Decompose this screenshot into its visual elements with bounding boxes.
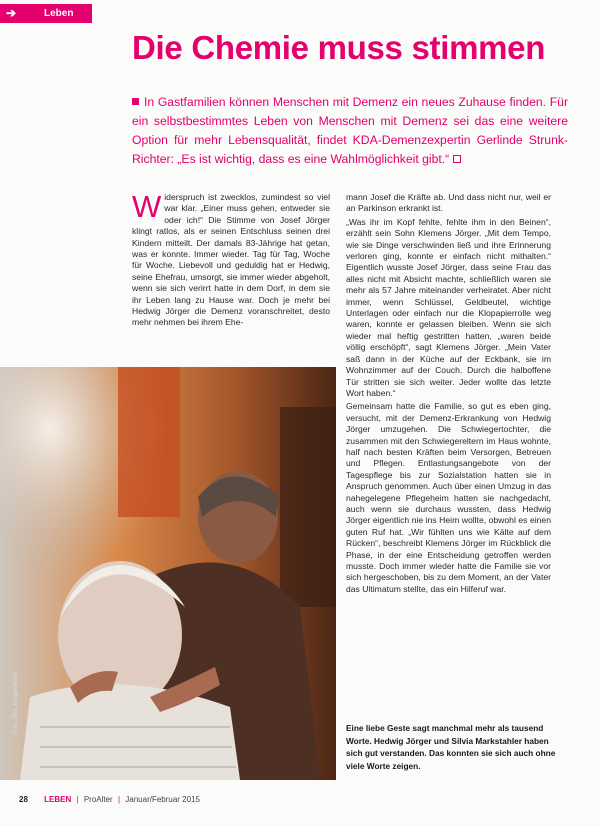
column-1-paragraph xyxy=(132,189,330,329)
column-1-text: iderspruch ist zwecklos, zumindest so viel war klar. „Einer muss gehen, entweder sie oder ich!“ Die Stimme von Josef Jörger klingt ratlos, als er seinen Entschluss seinen drei Kindern mitteilt. Der damals 83-Jährige hat getan, was er konnte. Immer wieder. Tag für Tag, Woche für Woche. Liebevoll und geduldig hat er Hedwig, seine Ehefrau, umsorgt, sie immer wieder abgeholt, wenn sie sich verirrt hatte in dem Dorf, in dem sie ihr Leben lang zu Hause war. Doch je mehr bei Hedwig Jörger die Demenz voranschreitet, desto mehr nehmen bei ihrem Ehe- xyxy=(132,192,330,328)
lead-text: In Gastfamilien können Menschen mit Demenz ein neues Zuhause finden. Für ein selbstbestimmtes Leben von Menschen mit Demenz sei das eine weitere Option für mehr Lebensqualität, findet KDA-Demenzexpertin Gerlinde Strunk-Richter: „Es ist wichtig, dass es eine Wahlmöglichkeit gibt.“ xyxy=(132,95,568,166)
column-2-paragraph: „Was ihr im Kopf fehlte, fehlte ihm in den Beinen“, erzählt sein Sohn Klemens Jörger. „Mit dem Tempo, wie sie Dinge verschwinden ließ und ihre Erinnerung verloren ging, konnte er einfach nicht mithalten.“ Eigentlich wusste Josef Jörger, dass seine Frau das alles nicht mit Absicht machte, schließlich waren sie mehr als 57 Jahre miteinander verheiratet. Aber nicht immer, wenn Schlüssel, Geldbeutel, wichtige Unterlagen oder einfach nur die Klopapierrolle weg waren, konnte er gelassen bleiben. Wenn sie sich wieder mal heftig gestritten hatten, „waren beide völlig erschöpft“, sagt Klemens Jörger. „Mein Vater saß dann in der Küche auf der Eckbank, sie im Wohnzimmer auf der Couch. Durch die halboffene Tür stritten sie sich weiter. Jeder wollte das letzte Wort haben.“ xyxy=(346,216,551,398)
photo-credit: Foto: Bild: Krüger/Weiß xyxy=(13,671,19,735)
photo-illustration xyxy=(0,367,336,780)
footer-separator: | xyxy=(76,795,79,804)
article-photo xyxy=(0,367,336,780)
article-column-1 xyxy=(132,189,330,329)
column-2-paragraph: mann Josef die Kräfte ab. Und dass nicht nur, weil er an Parkinson erkrankt ist. xyxy=(346,192,551,214)
section-tag xyxy=(0,4,92,23)
magazine-name: LEBEN xyxy=(44,795,72,804)
footer-issue-name: ProAlter xyxy=(83,795,113,804)
column-2-paragraph: Gemeinsam hatte die Familie, so gut es eben ging, versucht, mit der Demenz-Erkrankung von Hedwig Jörger umzugehen. Die Schwiegertochter, die zusammen mit den Schwiegereltern im Haus wohnte, half nach besten Kräften beim Versorgen, Betreuen und Pflegen. Entlastungsangebote von der Tagespflege bis zur Sozialstation hatten sie in Anspruch genommen. Auch über einen Umzug in das nahegelegene Pflegeheim hatten sie nachgedacht, auch wenn sie durchaus wussten, dass Hedwig Jörger eigentlich nie ins Heim wollte, obwohl es einen guten Ruf hat. „Wir fühlten uns wie Kälte auf dem Rücken“, beschreibt Klemens Jörger im Rückblick die Phase, in der eine Entscheidung getroffen werden musste. Doch immer wieder hatte die Familie sie vor sich hergeschoben, bis zu dem Moment, an der Vater das Ultimatum stellte, das ein Hilferuf war. xyxy=(346,401,551,594)
lead-paragraph xyxy=(132,93,568,169)
page-footer xyxy=(19,795,200,804)
drop-cap: W xyxy=(132,189,162,224)
footer-separator: | xyxy=(117,795,121,804)
arrow-right-icon: ➔ xyxy=(6,6,17,20)
section-label: Leben xyxy=(44,8,74,19)
article-column-2 xyxy=(346,192,551,597)
footer-issue-date: Januar/Februar 2015 xyxy=(125,795,200,804)
article-headline: Die Chemie muss stimmen xyxy=(132,29,546,66)
bullet-square-icon xyxy=(132,98,139,105)
end-square-icon xyxy=(453,155,461,163)
page-number: 28 xyxy=(19,795,28,804)
photo-caption: Eine liebe Geste sagt manchmal mehr als tausend Worte. Hedwig Jörger und Silvia Markstahler haben sich gut verstanden. Das konnten sie sich auch ohne viele Worte zeigen. xyxy=(346,723,556,771)
